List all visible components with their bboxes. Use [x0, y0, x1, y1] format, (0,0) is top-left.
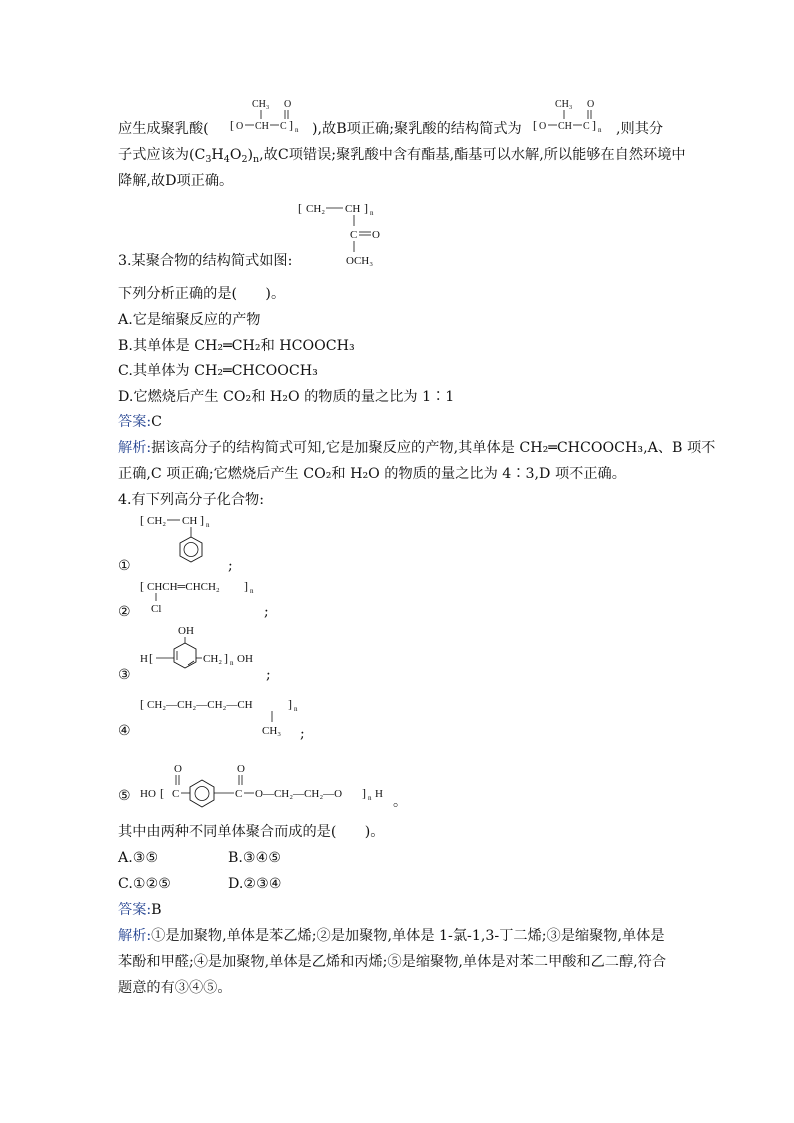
- text-line-2: [118, 145, 686, 167]
- formula-text: H: [140, 653, 148, 665]
- q4-label-2: ②: [118, 604, 131, 620]
- q4-explanation-3: 题意的有③④⑤。: [118, 980, 232, 996]
- formula-text: CH: [182, 515, 198, 527]
- formula-text: C: [235, 788, 243, 800]
- formula-text: n: [294, 705, 298, 713]
- q4-label-3: ③: [118, 667, 131, 683]
- semicolon: ;: [228, 558, 233, 574]
- q4-label-1: ①: [118, 558, 131, 574]
- semicolon: ;: [266, 667, 271, 683]
- answer-label: 答案:: [118, 902, 152, 918]
- formula-text: CH₂: [147, 515, 167, 527]
- q3-question: 下列分析正确的是( )。: [118, 286, 286, 302]
- svg-text:[: [: [149, 651, 153, 665]
- text-segment: ),故B项正确;聚乳酸的结构简式为: [312, 121, 522, 137]
- explanation-label: 解析:: [118, 440, 152, 456]
- q4-option-a: A.③⑤: [118, 850, 159, 866]
- text-line-1c: [616, 119, 663, 139]
- formula-text: n: [370, 209, 374, 217]
- q3-option-b: B.其单体是 CH₂═CH₂和 HCOOCH₃: [118, 338, 355, 354]
- explanation-label: 解析:: [118, 928, 152, 944]
- polychloroprene-formula: [140, 576, 270, 616]
- q4-answer: [118, 900, 162, 920]
- polystyrene-formula: [140, 512, 230, 572]
- text-line-1: [118, 119, 209, 139]
- text-segment: ): [247, 147, 254, 163]
- formula-text: O: [587, 99, 595, 110]
- svg-text:[: [: [533, 118, 537, 132]
- q3-option-c: C.其单体为 CH₂═CHCOOCH₃: [118, 363, 318, 379]
- text-segment: ,则其分: [616, 121, 664, 137]
- q4-option-b: B.③④⑤: [228, 850, 282, 866]
- svg-text:[: [: [160, 786, 164, 800]
- svg-text:]: ]: [592, 118, 596, 132]
- formula-text: H: [375, 788, 383, 800]
- text-segment: ,故C项错误;聚乳酸中含有酯基,酯基可以水解,所以能够在自然环境中: [259, 147, 686, 163]
- q4-stem: 4.有下列高分子化合物:: [118, 492, 265, 508]
- formula-text: Cl: [151, 603, 162, 615]
- text-segment: 子式应该为(C: [118, 147, 206, 163]
- formula-text: OCH₃: [346, 255, 374, 267]
- formula-text: C: [280, 121, 287, 132]
- answer-value: B: [151, 902, 162, 918]
- text-line-3: 降解,故D项正确。: [118, 173, 234, 189]
- answer-value: C: [151, 414, 163, 430]
- q3-answer: [118, 412, 162, 432]
- formula-text: CH₃: [262, 725, 282, 737]
- q4-option-d: D.②③④: [228, 876, 282, 892]
- phenolic-resin-formula: [140, 622, 265, 672]
- text-segment: H: [211, 147, 224, 163]
- formula-text: n: [368, 794, 372, 802]
- q3-option-a: A.它是缩聚反应的产物: [118, 312, 261, 328]
- q4-explanation-2: 苯酚和甲醛;④是加聚物,单体是乙烯和丙烯;⑤是缩聚物,单体是对苯二甲酸和乙二醇,符合: [118, 954, 667, 970]
- formula-text: CH₂—CH₂—CH₂—CH: [147, 699, 253, 711]
- formula-text: O: [236, 121, 244, 132]
- q4-question: 其中由两种不同单体聚合而成的是( )。: [118, 824, 385, 840]
- formula-text: n: [598, 126, 602, 134]
- svg-text:[: [: [230, 118, 234, 132]
- svg-text:[: [: [298, 201, 302, 215]
- formula-text: CH₃: [252, 99, 270, 110]
- q4-option-c: C.①②⑤: [118, 876, 172, 892]
- formula-text: CH₃: [555, 99, 573, 110]
- answer-label: 答案:: [118, 414, 152, 430]
- formula-text: CH₂: [203, 653, 223, 665]
- pet-formula: [140, 760, 395, 812]
- formula-text: CH: [255, 121, 269, 132]
- formula-text: CH₂: [306, 203, 326, 215]
- subscript: 4: [223, 154, 230, 165]
- text-segment: 应生成聚乳酸(: [118, 121, 209, 137]
- formula-text: CH: [558, 121, 572, 132]
- q3-explanation-1: [118, 438, 715, 458]
- svg-text:]: ]: [224, 651, 228, 665]
- q3-option-d: D.它燃烧后产生 CO₂和 H₂O 的物质的量之比为 1∶1: [118, 389, 455, 405]
- formula-text: O: [284, 99, 292, 110]
- formula-text: O: [237, 763, 245, 775]
- formula-text: OH: [237, 653, 253, 665]
- formula-text: O: [372, 229, 380, 241]
- formula-text: CHCH═CHCH₂: [147, 581, 220, 593]
- q4-label-5: ⑤: [118, 788, 131, 804]
- svg-text:[: [: [140, 579, 144, 593]
- svg-text:]: ]: [364, 201, 368, 215]
- ethylene-propylene-formula: [140, 694, 305, 738]
- formula-text: n: [206, 521, 210, 529]
- svg-text:[: [: [140, 697, 144, 711]
- subscript: n: [253, 154, 260, 165]
- polylactic-acid-formula-1: [230, 95, 315, 137]
- formula-text: n: [250, 587, 254, 595]
- svg-text:]: ]: [244, 579, 248, 593]
- formula-text: C: [350, 229, 358, 241]
- explanation-text: ①是加聚物,单体是苯乙烯;②是加聚物,单体是 1-氯-1,3-丁二烯;③是缩聚物,单体是: [151, 928, 665, 944]
- polylactic-acid-formula-2: [533, 95, 618, 137]
- svg-text:]: ]: [289, 118, 293, 132]
- svg-text:]: ]: [288, 697, 292, 711]
- q3-stem: 3.某聚合物的结构简式如图:: [118, 253, 293, 269]
- polymethyl-acrylate-formula: [298, 198, 398, 270]
- text-segment: O: [229, 147, 242, 163]
- formula-text: C: [583, 121, 590, 132]
- explanation-text: 据该高分子的结构简式可知,它是加聚反应的产物,其单体是 CH₂═CHCOOCH₃,A、B 项不: [151, 440, 716, 456]
- formula-text: O: [174, 763, 182, 775]
- period: 。: [393, 794, 407, 810]
- semicolon: ;: [264, 604, 269, 620]
- svg-text:]: ]: [362, 786, 366, 800]
- svg-text:]: ]: [200, 513, 204, 527]
- subscript: 2: [241, 154, 248, 165]
- text-line-1b: [312, 119, 522, 139]
- q4-label-4: ④: [118, 723, 131, 739]
- q4-explanation-1: [118, 926, 665, 946]
- formula-text: C: [172, 788, 180, 800]
- subscript: 3: [205, 154, 212, 165]
- svg-text:[: [: [140, 513, 144, 527]
- formula-text: n: [295, 126, 299, 134]
- formula-text: CH: [345, 203, 361, 215]
- formula-text: HO: [140, 788, 156, 800]
- formula-text: n: [230, 659, 234, 667]
- q3-explanation-2: 正确,C 项正确;它燃烧后产生 CO₂和 H₂O 的物质的量之比为 4∶3,D 项不正确。: [118, 466, 626, 482]
- semicolon: ;: [300, 726, 305, 742]
- formula-text: O: [539, 121, 547, 132]
- formula-text: O—CH₂—CH₂—O: [255, 788, 343, 800]
- formula-text: OH: [178, 625, 194, 637]
